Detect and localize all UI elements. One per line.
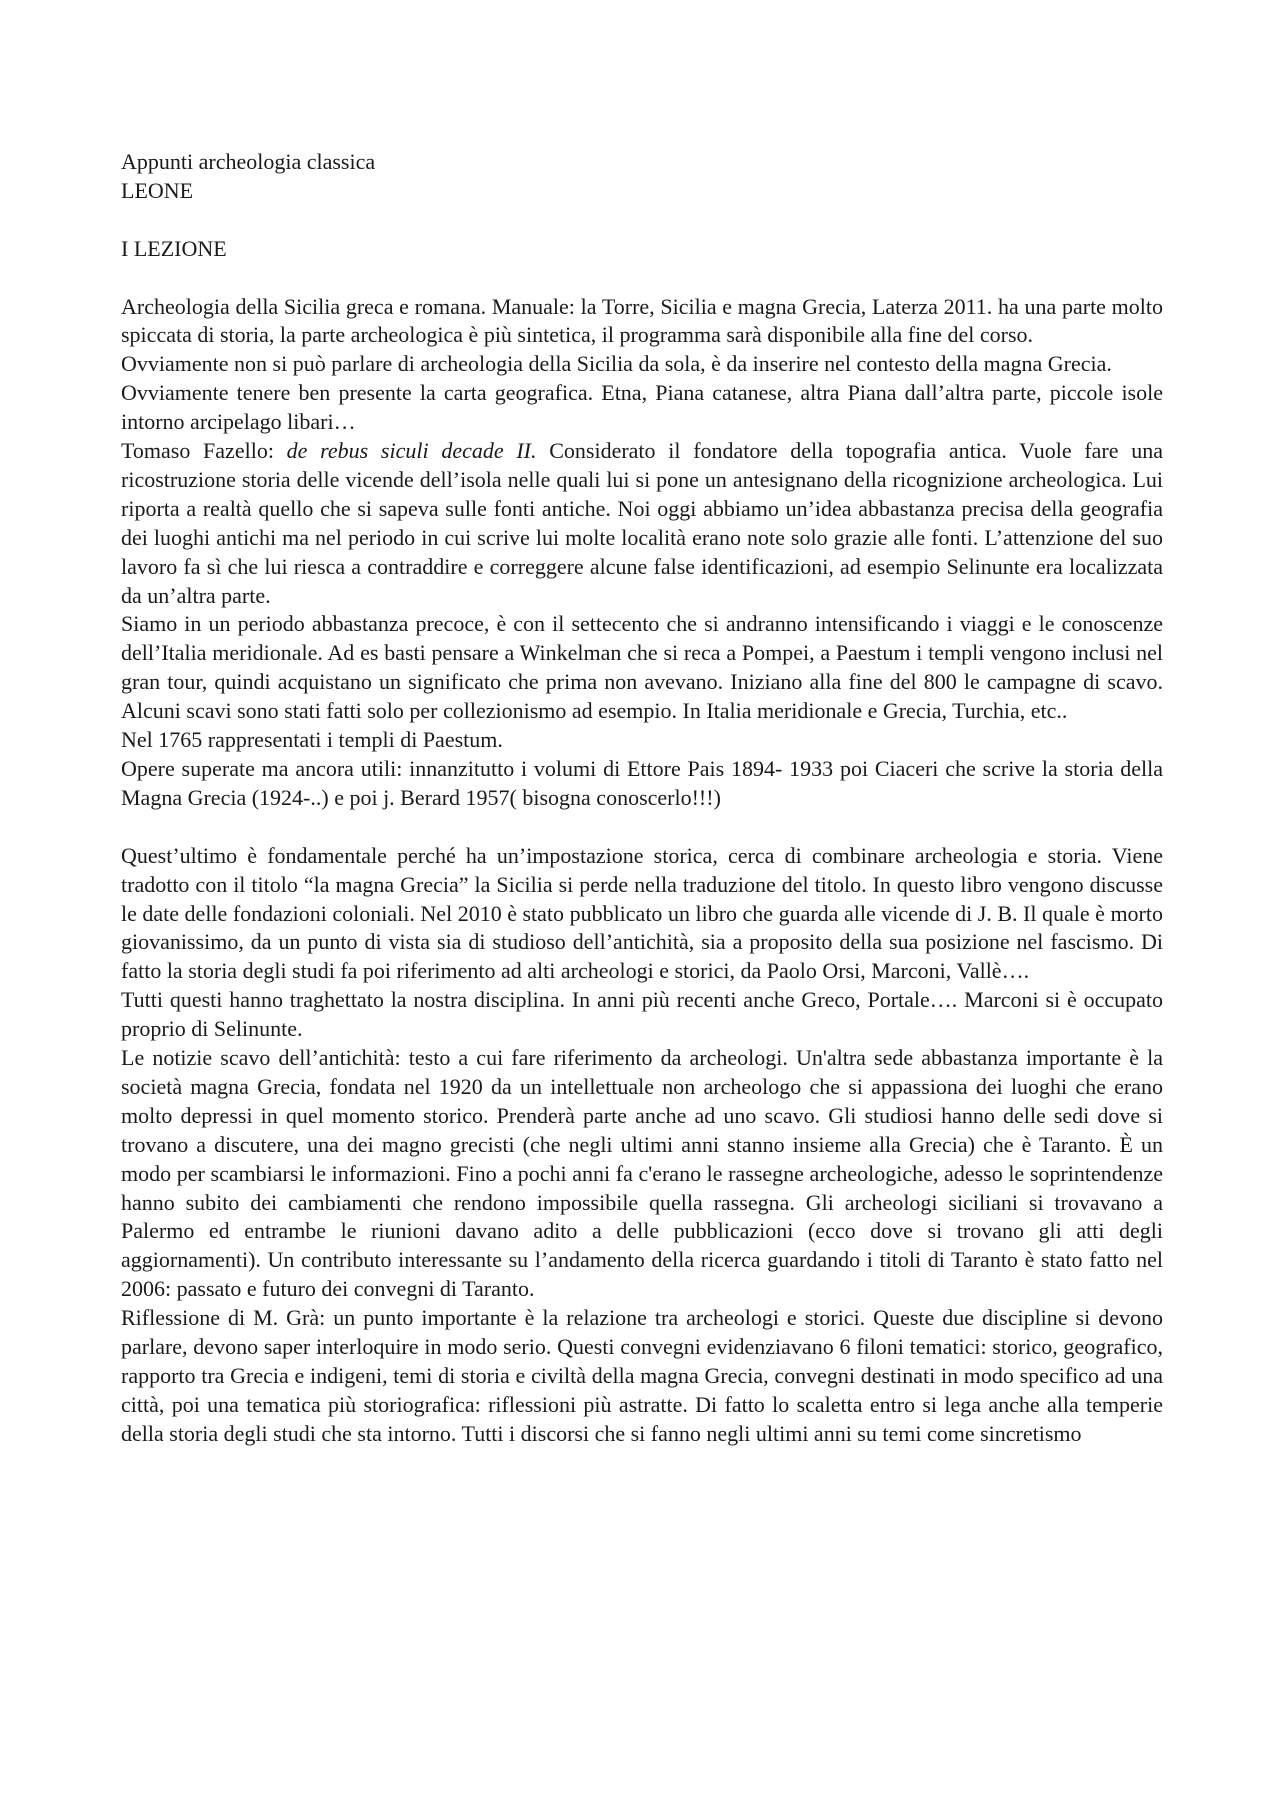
paragraph-text: Ovviamente non si può parlare di archeologia della Sicilia da sola, è da inserire nel contesto della magna Grecia. [121, 351, 1112, 377]
body-paragraph [121, 293, 1163, 351]
body-paragraph [121, 986, 1163, 1044]
body-paragraph [121, 1044, 1163, 1304]
document-title: Appunti archeologia classica [121, 149, 376, 174]
paragraph-text: Quest’ultimo è fondamentale perché ha un’impostazione storica, cerca di combinare archeologia e storia. Viene tradotto con il titolo “la magna Grecia” la Sicilia si perde nella traduzione del titolo. In questo libro vengono discusse le date delle fondazioni coloniali. Nel 2010 è stato pubblicato un libro che guarda alle vicende di J. B. Il quale è morto giovanissimo, da un punto di vista sia di studioso dell’antichità, sia a proposito della sua posizione nel fascismo. Di fatto la storia degli studi fa poi riferimento ad alti archeologi e storici, da Paolo Orsi, Marconi, Vallè…. [121, 842, 1163, 984]
body-paragraph [121, 437, 1163, 610]
paragraph-text: Opere superate ma ancora utili: innanzitutto i volumi di Ettore Pais 1894- 1933 poi Ciaceri che scrive la storia della Magna Grecia (1924-..) e poi j. Berard 1957( bisogna conoscerlo!!!) [121, 756, 1163, 810]
paragraph-text: Ovviamente tenere ben presente la carta geografica. Etna, Piana catanese, altra Piana dall’altra parte, piccole isole intorno arcipelago libari… [121, 380, 1163, 435]
italic-text: de rebus siculi decade II. [286, 438, 537, 464]
paragraph-text: Considerato il fondatore della topografia antica. Vuole fare una ricostruzione storia delle vicende dell’isola nelle quali lui si pone un antesignano della ricognizione archeologica. Lui riporta a realtà quello che si sapeva sulle fonti antiche. Noi oggi abbiamo un’idea abbastanza precisa della geografia dei luoghi antichi ma nel periodo in cui scrive lui molte località erano note solo grazie alle fonti. L’attenzione del suo lavoro fa sì che lui riesca a contraddire e correggere alcune false identificazioni, ad esempio Selinunte era localizzata da un’altra parte. [121, 438, 1163, 608]
body-paragraph [121, 610, 1163, 726]
document-page [121, 148, 1163, 1449]
blank-line [121, 264, 1163, 293]
paragraph-text: Nel 1765 rappresentati i templi di Paestum. [121, 727, 503, 753]
paragraph-text: Le notizie scavo dell’antichità: testo a cui fare riferimento da archeologi. Un'altra sede abbastanza importante è la società magna Grecia, fondata nel 1920 da un intellettuale non archeologo che si appassiona dei luoghi che erano molto depressi in quel momento storico. Prenderà parte anche ad uno scavo. Gli studiosi hanno delle sedi dove si trovano a discutere, una dei magno grecisti (che negli ultimi anni stanno insieme alla Grecia) che è Taranto. È un modo per scambiarsi le informazioni. Fino a pochi anni fa c'erano le rassegne archeologiche, adesso le soprintendenze hanno subito dei cambiamenti che rendono impossibile quella rassegna. Gli archeologi siciliani si trovavano a Palermo ed entrambe le riunioni davano adito a delle pubblicazioni (ecco dove si trovano gli atti degli aggiornamenti). Un contributo interessante su l’andamento della ricerca guardando i titoli di Taranto è stato fatto nel 2006: passato e futuro dei convegni di Taranto. [121, 1045, 1163, 1302]
body-paragraph [121, 1304, 1163, 1449]
document-author: LEONE [121, 177, 194, 203]
blank-line [121, 813, 1163, 842]
body-paragraph [121, 842, 1163, 987]
paragraph-text: Tutti questi hanno traghettato la nostra disciplina. In anni più recenti anche Greco, Portale…. Marconi si è occupato proprio di Selinunte. [121, 987, 1163, 1042]
body-paragraph [121, 726, 1163, 755]
paragraph-text: Riflessione di M. Grà: un punto importante è la relazione tra archeologi e storici. Queste due discipline si devono parlare, devono saper interloquire in modo serio. Questi convegni evidenziavano 6 filoni tematici: storico, geografico, rapporto tra Grecia e indigeni, temi di storia e civiltà della magna Grecia, convegni destinati in modo specifico ad una città, poi una tematica più storiografica: riflessioni più astratte. Di fatto lo scaletta entro si lega anche alla temperie della storia degli studi che sta intorno. Tutti i discorsi che si fanno negli ultimi anni su temi come sincretismo [121, 1305, 1163, 1446]
paragraph-text: Archeologia della Sicilia greca e romana. Manuale: la Torre, Sicilia e magna Grecia, Laterza 2011. ha una parte molto spiccata di storia, la parte archeologica è più sintetica, il programma sarà disponibile alla fine del corso. [121, 293, 1163, 348]
blank-line [121, 206, 1163, 235]
paragraph-text: Tomaso Fazello: [121, 438, 287, 464]
body-paragraph [121, 755, 1163, 813]
document-body [121, 293, 1163, 1449]
body-paragraph [121, 379, 1163, 437]
lesson-heading: I LEZIONE [121, 235, 227, 261]
body-paragraph [121, 350, 1163, 379]
paragraph-text: Siamo in un periodo abbastanza precoce, è con il settecento che si andranno intensificando i viaggi e le conoscenze dell’Italia meridionale. Ad es basti pensare a Winkelman che si reca a Pompei, a Paestum i templi vengono inclusi nel gran tour, quindi acquistano un significato che prima non avevano. Iniziano alla fine del 800 le campagne di scavo. Alcuni scavi sono stati fatti solo per collezionismo ad esempio. In Italia meridionale e Grecia, Turchia, etc.. [121, 611, 1163, 724]
